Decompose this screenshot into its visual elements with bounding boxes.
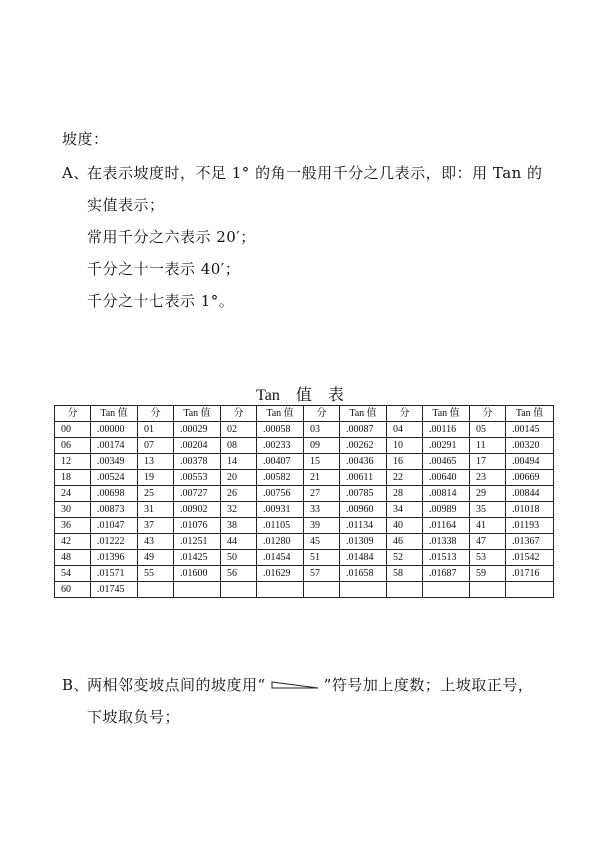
minute-cell [221,582,257,598]
tan-value-cell: .01018 [506,502,554,518]
minute-cell: 26 [221,486,257,502]
minute-cell: 06 [55,438,91,454]
minute-cell: 14 [221,454,257,470]
tan-value-cell: .00262 [340,438,387,454]
minute-cell: 12 [55,454,91,470]
tan-value-cell: .01047 [91,518,138,534]
minute-cell: 48 [55,550,91,566]
tan-value-cell: .00640 [423,470,470,486]
section-b-text-after: ”符号加上度数；上坡取正号， [323,676,534,694]
minute-cell: 18 [55,470,91,486]
minute-cell: 49 [138,550,174,566]
minute-cell: 17 [470,454,506,470]
tan-value-cell: .01542 [506,550,554,566]
tan-value-cell: .01716 [506,566,554,582]
tan-value-cell: .00087 [340,422,387,438]
tan-value-cell [340,582,387,598]
minute-cell: 19 [138,470,174,486]
table-row [55,518,554,534]
section-a-line-2: 实值表示； [87,196,165,214]
tan-value-cell: .00814 [423,486,470,502]
tan-value-cell: .00727 [174,486,221,502]
minute-cell: 39 [304,518,340,534]
minute-cell: 59 [470,566,506,582]
tan-value-cell: .01251 [174,534,221,550]
section-b-line-2: 下坡取负号； [87,708,181,726]
minute-cell: 60 [55,582,91,598]
minute-cell: 28 [387,486,423,502]
minute-cell: 41 [470,518,506,534]
minute-cell: 47 [470,534,506,550]
minute-cell: 05 [470,422,506,438]
minute-cell: 43 [138,534,174,550]
minute-cell: 33 [304,502,340,518]
tan-value-cell: .00116 [423,422,470,438]
minute-cell: 44 [221,534,257,550]
minute-cell: 09 [304,438,340,454]
tan-value-cell [423,582,470,598]
minute-cell: 58 [387,566,423,582]
tan-value-cell: .01309 [340,534,387,550]
minute-cell: 42 [55,534,91,550]
minute-cell: 46 [387,534,423,550]
table-row [55,566,554,582]
minute-cell: 02 [221,422,257,438]
minute-cell: 03 [304,422,340,438]
tan-value-cell: .00291 [423,438,470,454]
minute-cell: 55 [138,566,174,582]
tan-value-cell: .00582 [257,470,304,486]
header-minute: 分 [55,406,91,422]
minute-cell: 50 [221,550,257,566]
section-a-line-1 [62,162,543,183]
tan-value-cell: .00756 [257,486,304,502]
tan-value-cell: .01193 [506,518,554,534]
tan-value-cell: .01629 [257,566,304,582]
section-a-text-1: 在表示坡度时，不足 1° 的角一般用千分之几表示，即：用 Tan 的 [87,164,543,182]
page-heading: 坡度： [62,130,109,148]
section-b-text-before: 两相邻变坡点间的坡度用“ [87,676,266,694]
minute-cell: 37 [138,518,174,534]
header-minute: 分 [221,406,257,422]
tan-value-cell: .00029 [174,422,221,438]
tan-value-cell [174,582,221,598]
tan-value-cell [506,582,554,598]
tan-value-cell: .01222 [91,534,138,550]
minute-cell: 32 [221,502,257,518]
table-row [55,454,554,470]
section-a-line-5: 千分之十七表示 1°。 [87,292,235,310]
tan-value-cell: .01076 [174,518,221,534]
minute-cell [387,582,423,598]
tan-value-cell: .00844 [506,486,554,502]
minute-cell: 52 [387,550,423,566]
header-minute: 分 [387,406,423,422]
minute-cell: 20 [221,470,257,486]
tan-value-cell: .01105 [257,518,304,534]
tan-value-cell: .01338 [423,534,470,550]
minute-cell: 57 [304,566,340,582]
tan-value-cell: .00378 [174,454,221,470]
minute-cell: 11 [470,438,506,454]
minute-cell: 24 [55,486,91,502]
tan-value-cell: .01134 [340,518,387,534]
tan-value-cell: .01513 [423,550,470,566]
table-row [55,550,554,566]
header-tan-value: Tan 值 [91,406,138,422]
minute-cell: 23 [470,470,506,486]
tan-value-cell: .00465 [423,454,470,470]
table-header-row [55,406,554,422]
tan-value-cell: .00145 [506,422,554,438]
tan-value-cell: .01600 [174,566,221,582]
header-minute: 分 [138,406,174,422]
tan-value-cell: .01396 [91,550,138,566]
table-row [55,438,554,454]
minute-cell: 04 [387,422,423,438]
tan-value-cell: .01484 [340,550,387,566]
header-minute: 分 [470,406,506,422]
table-row [55,534,554,550]
tan-value-cell: .00698 [91,486,138,502]
table-row [55,470,554,486]
tan-value-cell: .01454 [257,550,304,566]
tan-value-cell: .00058 [257,422,304,438]
tan-value-cell: .00233 [257,438,304,454]
minute-cell: 31 [138,502,174,518]
minute-cell: 08 [221,438,257,454]
tan-value-cell: .01658 [340,566,387,582]
minute-cell: 54 [55,566,91,582]
minute-cell [138,582,174,598]
minute-cell [470,582,506,598]
minute-cell: 56 [221,566,257,582]
minute-cell: 22 [387,470,423,486]
minute-cell: 01 [138,422,174,438]
tan-value-cell: .00204 [174,438,221,454]
minute-cell: 38 [221,518,257,534]
minute-cell: 00 [55,422,91,438]
tan-value-cell: .00960 [340,502,387,518]
minute-cell: 10 [387,438,423,454]
minute-cell: 34 [387,502,423,518]
minute-cell: 36 [55,518,91,534]
tan-value-cell: .01164 [423,518,470,534]
minute-cell: 15 [304,454,340,470]
header-tan-value: Tan 值 [340,406,387,422]
header-minute: 分 [304,406,340,422]
tan-value-cell: .01280 [257,534,304,550]
tan-value-cell: .00553 [174,470,221,486]
tan-value-cell: .00902 [174,502,221,518]
table-row [55,486,554,502]
tan-value-cell [257,582,304,598]
tan-value-cell: .00000 [91,422,138,438]
header-tan-value: Tan 值 [423,406,470,422]
tan-value-cell: .00524 [91,470,138,486]
tan-value-cell: .00931 [257,502,304,518]
section-a-label: A、 [62,164,89,182]
minute-cell: 25 [138,486,174,502]
minute-cell: 53 [470,550,506,566]
section-a-line-3: 常用千分之六表示 20′； [87,228,256,246]
table-title: Tan 值 表 [256,387,344,404]
table-row [55,502,554,518]
minute-cell: 07 [138,438,174,454]
minute-cell: 13 [138,454,174,470]
minute-cell: 30 [55,502,91,518]
section-a-line-4: 千分之十一表示 40′； [87,260,241,278]
minute-cell: 51 [304,550,340,566]
slope-triangle-icon [270,677,320,695]
minute-cell: 29 [470,486,506,502]
header-tan-value: Tan 值 [506,406,554,422]
tan-value-cell: .01425 [174,550,221,566]
minute-cell: 16 [387,454,423,470]
tan-value-cell: .00669 [506,470,554,486]
tan-value-cell: .00349 [91,454,138,470]
tan-value-cell: .00407 [257,454,304,470]
tan-value-cell: .00174 [91,438,138,454]
tan-value-table [54,405,554,598]
tan-value-cell: .01367 [506,534,554,550]
minute-cell: 45 [304,534,340,550]
minute-cell: 35 [470,502,506,518]
minute-cell: 40 [387,518,423,534]
tan-value-cell: .01745 [91,582,138,598]
section-b-line-1 [62,674,533,695]
tan-value-cell: .00785 [340,486,387,502]
table-row [55,582,554,598]
tan-value-cell: .01687 [423,566,470,582]
minute-cell [304,582,340,598]
tan-value-cell: .00989 [423,502,470,518]
section-b-label: B、 [62,676,90,694]
tan-value-cell: .00873 [91,502,138,518]
tan-value-cell: .00494 [506,454,554,470]
minute-cell: 27 [304,486,340,502]
minute-cell: 21 [304,470,340,486]
header-tan-value: Tan 值 [174,406,221,422]
header-tan-value: Tan 值 [257,406,304,422]
tan-value-cell: .00320 [506,438,554,454]
table-row [55,422,554,438]
tan-value-cell: .01571 [91,566,138,582]
tan-value-cell: .00611 [340,470,387,486]
tan-value-cell: .00436 [340,454,387,470]
